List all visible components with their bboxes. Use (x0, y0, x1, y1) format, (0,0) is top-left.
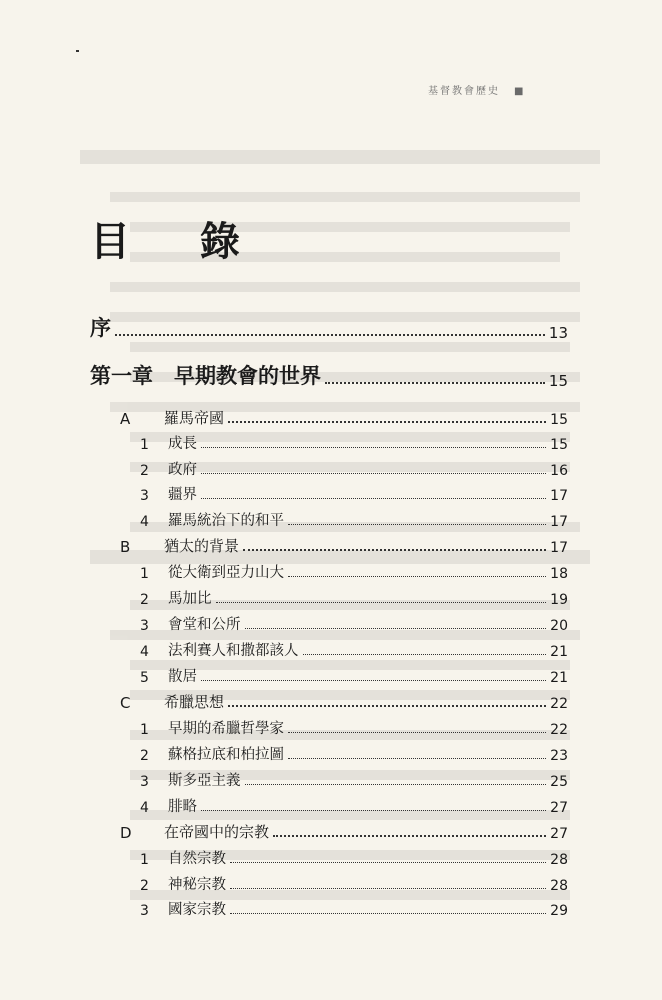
toc-entry-page-number: 15 (548, 372, 568, 390)
toc-entry[interactable] (0, 893, 568, 919)
dot-leader (228, 705, 546, 707)
toc-entry[interactable] (0, 316, 568, 342)
toc-entry-title: 序 (90, 315, 111, 340)
toc-entry-number: 1 (140, 852, 149, 868)
toc-entry-page-number: 21 (550, 644, 568, 660)
dot-leader (230, 913, 546, 914)
toc-entry-number: D (120, 824, 132, 842)
dot-leader (201, 498, 546, 499)
dot-leader (201, 447, 546, 448)
toc-entry[interactable] (0, 738, 568, 764)
toc-entry-number: 3 (140, 618, 149, 634)
toc-entry-number: 4 (140, 514, 149, 530)
toc-entry-title: 散居 (168, 669, 197, 685)
toc-entry-number: 2 (140, 878, 149, 894)
dot-leader (201, 810, 546, 811)
toc-entry[interactable] (0, 842, 568, 868)
toc-entry-number: 3 (140, 774, 149, 790)
dot-leader (303, 654, 547, 655)
toc-entry-page-number: 19 (550, 592, 568, 608)
toc-entry-title: 法利賽人和撒都該人 (168, 643, 299, 659)
toc-entry-number: C (120, 694, 131, 712)
paper-speck (76, 50, 79, 52)
toc-entry[interactable] (0, 427, 568, 453)
toc-entry-page-number: 25 (550, 774, 568, 790)
toc-entry-title: 斯多亞主義 (168, 773, 241, 789)
toc-entry-page-number: 15 (550, 412, 568, 428)
toc-entry-title: 羅馬帝國 (164, 409, 225, 427)
toc-entry[interactable] (0, 402, 568, 428)
toc-entry-page-number: 13 (548, 324, 568, 342)
toc-entry-page-number: 15 (550, 437, 568, 453)
dot-leader (245, 628, 547, 629)
dot-leader (228, 421, 546, 423)
toc-entry-page-number: 28 (550, 878, 568, 894)
toc-entry-title: 希臘思想 (164, 693, 225, 711)
toc-entry-title: 猶太的背景 (164, 537, 240, 555)
dot-leader (288, 576, 546, 577)
toc-entry-page-number: 27 (550, 800, 568, 816)
toc-entry-number: 2 (140, 463, 149, 479)
toc-entry-number: 4 (140, 644, 149, 660)
toc-entry-number: 1 (140, 722, 149, 738)
toc-entry-title: 腓略 (168, 799, 197, 815)
dot-leader (245, 784, 547, 785)
toc-entry-page-number: 27 (550, 826, 568, 842)
toc-entry-page-number: 22 (550, 696, 568, 712)
page-title: 目 錄 (90, 218, 268, 265)
toc-entry-number: A (120, 410, 131, 428)
dot-leader (325, 382, 545, 384)
toc-entry[interactable] (0, 530, 568, 556)
toc-entry[interactable] (0, 453, 568, 479)
toc-entry-title: 馬加比 (168, 591, 212, 607)
toc-entry-number: 2 (140, 748, 149, 764)
toc-entry-number: B (120, 538, 131, 556)
toc-entry-page-number: 17 (550, 488, 568, 504)
toc-entry-page-number: 22 (550, 722, 568, 738)
toc-entry-title: 從大衛到亞力山大 (168, 565, 284, 581)
toc-entry-title: 國家宗教 (168, 902, 226, 918)
toc-entry-number: 1 (140, 566, 149, 582)
dot-leader (273, 835, 546, 837)
toc-entry[interactable] (0, 634, 568, 660)
dot-leader (115, 334, 545, 336)
toc-entry-title: 在帝國中的宗教 (164, 823, 270, 841)
running-header-text: 基督教會歷史 (428, 86, 500, 97)
dot-leader (288, 758, 546, 759)
running-header (428, 82, 525, 97)
toc-entry[interactable] (0, 660, 568, 686)
dot-leader (288, 524, 546, 525)
toc-entry[interactable] (0, 504, 568, 530)
toc-entry[interactable] (0, 364, 568, 390)
toc-entry-number: 2 (140, 592, 149, 608)
toc-entry[interactable] (0, 582, 568, 608)
toc-entry[interactable] (0, 686, 568, 712)
toc-entry-title: 早期的希臘哲學家 (168, 721, 284, 737)
toc-entry[interactable] (0, 478, 568, 504)
toc-entry-page-number: 28 (550, 852, 568, 868)
toc-entry-page-number: 29 (550, 903, 568, 919)
toc-entry-number: 5 (140, 670, 149, 686)
toc-entry-title: 政府 (168, 462, 197, 478)
dot-leader (230, 862, 546, 863)
dot-leader (288, 732, 546, 733)
toc-entry[interactable] (0, 712, 568, 738)
dot-leader (243, 549, 546, 551)
toc-entry-number: 3 (140, 903, 149, 919)
toc-entry[interactable] (0, 816, 568, 842)
toc-entry-title: 蘇格拉底和柏拉圖 (168, 747, 284, 763)
toc-entry-page-number: 18 (550, 566, 568, 582)
toc-entry-title: 羅馬統治下的和平 (168, 513, 284, 529)
toc-entry-number: 3 (140, 488, 149, 504)
toc-entry-page-number: 17 (550, 514, 568, 530)
toc-entry[interactable] (0, 764, 568, 790)
toc-entry[interactable] (0, 556, 568, 582)
dot-leader (201, 473, 546, 474)
toc-entry[interactable] (0, 608, 568, 634)
dot-leader (201, 680, 546, 681)
dot-leader (230, 888, 546, 889)
toc-entry-title: 成長 (168, 436, 197, 452)
toc-entry-title: 第一章 早期教會的世界 (90, 363, 321, 388)
toc-entry-title: 會堂和公所 (168, 617, 241, 633)
toc-entry[interactable] (0, 790, 568, 816)
toc-entry-title: 神秘宗教 (168, 877, 226, 893)
running-header-dot: ■ (514, 86, 526, 97)
toc-entry-number: 1 (140, 437, 149, 453)
toc-entry-page-number: 20 (550, 618, 568, 634)
toc-entry-page-number: 16 (550, 463, 568, 479)
dot-leader (216, 602, 547, 603)
toc-entry[interactable] (0, 868, 568, 894)
toc-entry-title: 疆界 (168, 487, 197, 503)
toc-entry-title: 自然宗教 (168, 851, 226, 867)
toc-entry-page-number: 23 (550, 748, 568, 764)
toc-entry-number: 4 (140, 800, 149, 816)
toc-entry-page-number: 17 (550, 540, 568, 556)
toc-entry-page-number: 21 (550, 670, 568, 686)
